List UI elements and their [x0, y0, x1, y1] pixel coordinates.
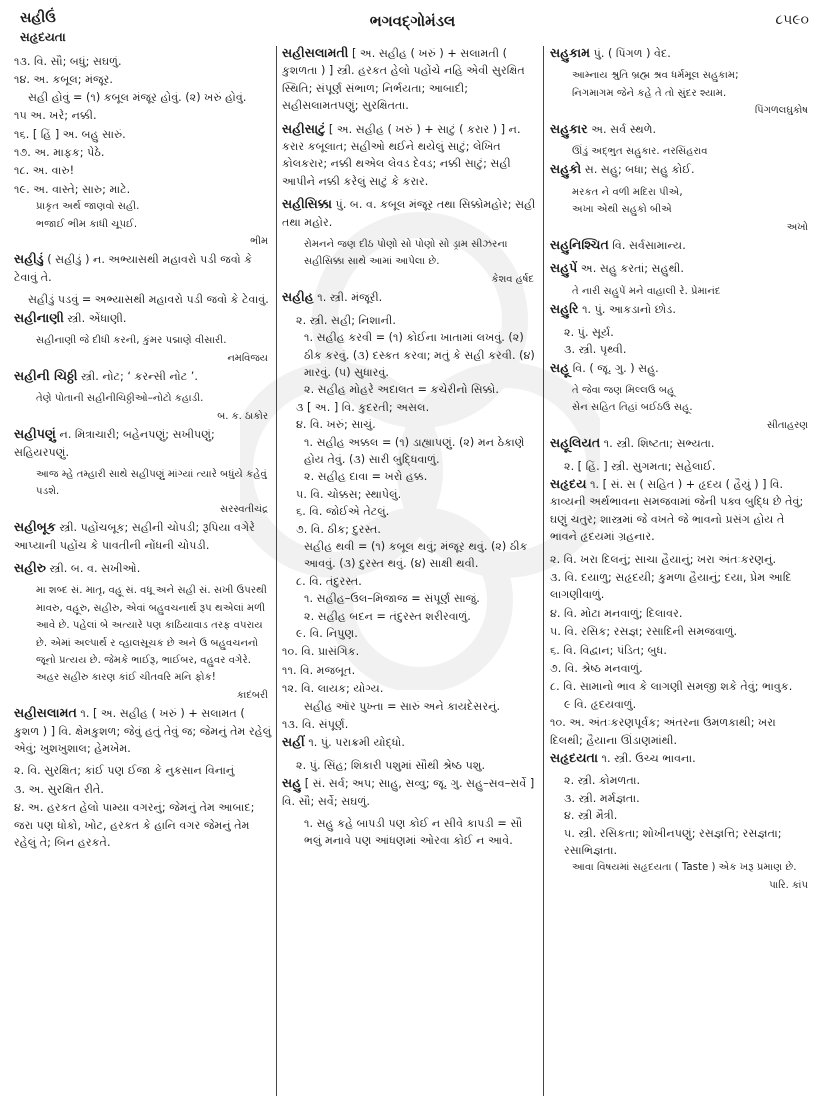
example-quote	[550, 85, 812, 102]
definition-text: ૧. સહીહ–ઉલ–મિજાજ = સંપૂર્ણ સાજું.	[304, 592, 480, 606]
citation-source	[550, 417, 812, 434]
sense-definition	[550, 660, 812, 677]
dictionary-entry	[14, 559, 272, 577]
definition-text: ૧. પું. આકડાનો છોડ.	[578, 303, 676, 317]
headword: સહુપેં	[550, 260, 578, 276]
definition-text: તે જેવા જણ મિલ્લઉ બહૂ	[572, 384, 675, 396]
dictionary-column-left	[14, 52, 272, 851]
definition-text: ૧. પું. પરાક્રમી યોદ્ધો.	[304, 736, 405, 750]
definition-text: સહીહ ઑર પુખ્તા = સારું અને કાયદેસરનું.	[304, 699, 501, 713]
example-quote	[14, 582, 272, 686]
definition-text: પું. ( પિંગળ ) વેદ.	[590, 47, 671, 60]
headword: સહીરુ	[14, 559, 46, 575]
dictionary-entry	[550, 434, 812, 452]
definition-text: ૧૧. વિ. મજબૂત.	[282, 663, 356, 677]
sense-definition	[14, 53, 272, 70]
definition-text: ૧. સ્ત્રી. મંજૂરી.	[313, 291, 383, 305]
sense-definition	[282, 416, 538, 433]
sense-definition	[282, 399, 538, 416]
sense-definition	[550, 324, 812, 341]
headword: સહુરિ	[550, 301, 579, 317]
definition-text: ભજાઈ ભીમ કાધી ચૂપઈ.	[36, 218, 138, 230]
definition-text: ૩. અ. સુરક્ષિત રીતે.	[14, 782, 104, 796]
dictionary-entry	[14, 309, 272, 327]
sense-definition	[282, 381, 538, 398]
headword: સહુકો	[550, 161, 582, 177]
definition-text: અ. સર્વ સ્થળે.	[587, 122, 657, 136]
headword: સહૃદયતા	[550, 750, 598, 766]
sense-definition	[282, 608, 538, 625]
definition-text: ૧૦. વિ. પ્રાસંગિક.	[282, 645, 360, 659]
citation-source	[14, 687, 272, 704]
definition-text: ૮. વિ. સામાનો ભાવ કે લાગણી સમજી શકે તેવું; ભાવુક.	[550, 680, 793, 694]
example-quote	[550, 201, 812, 218]
example-quote	[14, 332, 272, 349]
definition-text: બ. ક. ઠાકોર	[217, 410, 268, 422]
dictionary-entry	[14, 367, 272, 385]
definition-text: ઊંડું અદ્ભુત સહુકાર. નરસિંહરાવ	[572, 146, 708, 158]
headword: સહીપણું	[14, 426, 56, 442]
sense-definition	[550, 569, 812, 604]
definition-text: ૨. પું. સિંહ; શિકારી પશુમાં સૌથી શ્રેષ્ઠ પશુ.	[296, 758, 486, 772]
headword: સહુકાર	[550, 120, 588, 136]
definition-text: તેણે પોતાની સહીનીચિઠ્ઠીઓ–નોટો કહાડી.	[36, 393, 204, 405]
sense-definition	[550, 772, 812, 789]
sense-definition	[14, 291, 272, 308]
definition-text: સ્ત્રી. બ. વ. સખીઓ.	[46, 561, 141, 575]
definition-text: સહીડું પડવું = અભ્યાસથી મહાવરો પડી જવો કે ટેવાવું.	[28, 293, 269, 307]
definition-text: ૩. સ્ત્રી. પૃથ્વી.	[564, 343, 627, 357]
definition-text: કેશવ હર્ષદ	[491, 273, 534, 285]
definition-text: ૩ [ અ. ] વિ. કુદરતી; અસલ.	[296, 400, 430, 414]
definition-text: ૧. સ્ત્રી. શિષ્ટતા; સભ્યતા.	[600, 437, 715, 451]
dictionary-entry	[14, 250, 272, 286]
sense-definition	[282, 468, 538, 485]
headword: સહૃદય	[550, 475, 587, 491]
sense-definition	[282, 815, 538, 850]
citation-source	[14, 408, 272, 425]
sense-definition	[282, 643, 538, 660]
headword: સહુકામ	[550, 45, 591, 60]
definition-text: ૧. [ સં. સ ( સહિત ) + હૃદય ( હૈયું ) ] વિ. કાવ્યની અર્થભાવના સમજવામાં જેની પક્વ બુદ્ધિ છે તેવું; ઘણું ચતુર; શાસ્ત્રમાં જે વખતે જે ભાવનો પ્રસંગ હોય તે ભાવને હૃદયમાં ગ્રહનાર.	[550, 477, 804, 544]
definition-text: ૨. [ હિં. ] સ્ત્રી. સુગમતા; સહેલાઈ.	[564, 459, 716, 473]
definition-text: સ્ત્રી. પહોંચબૂક; સહીની ચોપડી; રૂપિયા વગેરે આપ્યાની પહોંચ કે પાવતીની નોંધની ચોપડી.	[14, 521, 255, 552]
sense-definition	[14, 89, 272, 106]
definition-text: સરસ્વતીચંદ્ર	[220, 503, 268, 515]
book-title: ભગવદ્ગોમંડલ	[369, 12, 456, 30]
sense-definition	[550, 714, 812, 749]
definition-text: ૧. [ અ. સહીહ ( ખરું ) + સલામત ( કુશળ ) ] વિ. ક્ષેમકુશળ; જેવું હતું તેવું જ; જેમનું તેમ રહેલું એવું; ખુશખુશાલ; હેમખેમ.	[14, 707, 272, 756]
definition-text: સ. સહુ; બધા; સહુ કોઈ.	[581, 163, 695, 177]
definition-text: અખો	[786, 221, 808, 233]
example-quote	[550, 859, 812, 876]
sense-definition	[282, 434, 538, 469]
sense-definition	[282, 329, 538, 381]
example-quote	[14, 216, 272, 233]
definition-text: ૧૮. અ. વારુ!	[14, 164, 75, 178]
definition-text: ૧. સહીહ અક્કલ = (૧) ડાહ્યાપણું. (૨) મન ઠેકાણે હોય તેવું. (૩) સારી બુદ્ધિવાળું.	[304, 435, 525, 466]
definition-text: ૯. વિ. નિપુણ.	[296, 627, 358, 640]
citation-source	[550, 219, 812, 236]
definition-text: સ્ત્રી. એંધાણી.	[63, 311, 127, 325]
definition-text: ૧૫ અ. ખરે; નક્કી.	[14, 109, 97, 123]
definition-text: ૧૬. [ હિં ] અ. બહુ સારું.	[14, 127, 126, 141]
sense-definition	[14, 781, 272, 798]
column-divider	[543, 46, 544, 1096]
dictionary-entry	[282, 288, 538, 306]
definition-text: ભીમ	[250, 236, 268, 248]
definition-text: ૪. વિ. ખરું; સાચું.	[296, 418, 376, 432]
dictionary-entry	[282, 195, 538, 231]
sense-definition	[550, 458, 812, 475]
sense-definition	[282, 590, 538, 607]
definition-text: ન. મિત્રાચારી; બહેનપણું; સખીપણું; સહિયરપણું.	[14, 428, 215, 459]
dictionary-entry	[550, 300, 812, 318]
headword: સહીડું	[14, 251, 44, 267]
definition-text: ૫. વિ. ચોક્કસ; સ્થાપેલું.	[296, 487, 402, 501]
definition-text: ૨. સહીહ દાવા = ખરો હક્ક.	[304, 470, 428, 484]
headword: સહૂ	[550, 359, 570, 375]
definition-text: ૪. સ્ત્રી મૈત્રી.	[564, 809, 618, 823]
definition-text: ૭. વિ. ઠીક; દુરસ્ત.	[296, 522, 381, 536]
sense-definition	[550, 825, 812, 860]
definition-text: ૨. સ્ત્રી. કોમળતા.	[564, 774, 641, 788]
definition-text: ૪. અ. હરકત હેલો પામ્યા વગરનું; જેમનું તેમ આબાદ; જરા પણ ધોકો, ખોટ, હરકત કે હાનિ વગર જેમનું તેમ રહેલું તે; બિન હરકતે.	[14, 801, 255, 850]
headword: સહૂલિયત	[550, 435, 601, 451]
headword: સહુ	[282, 775, 302, 791]
definition-text: મરકત ને વળી મદિરા પીએ,	[572, 186, 683, 198]
definition-text: ૧૯. અ. વાસ્તે; સારુ; માટે.	[14, 182, 131, 196]
sense-definition	[282, 486, 538, 503]
example-quote	[550, 382, 812, 399]
definition-text: ૧૦. અ. અંતઃકરણપૂર્વક; અંતરના ઉમળકાથી; ખરા દિલથી; હૈયાના ઊંડાણમાંથી.	[550, 716, 776, 747]
definition-text: પ્રાકૃત અર્થ જાણવો સહી.	[36, 201, 140, 213]
citation-source	[14, 233, 272, 250]
dictionary-entry	[282, 774, 538, 810]
headword: સહીહ	[282, 289, 314, 305]
citation-source	[14, 350, 272, 367]
sense-definition	[550, 623, 812, 640]
headword: સહીસિક્કા	[282, 196, 332, 212]
sense-definition	[550, 605, 812, 622]
dictionary-entry	[550, 259, 812, 277]
definition-text: ૧૨. વિ. લાયક; યોગ્ય.	[282, 682, 384, 696]
sense-definition	[550, 551, 812, 568]
definition-text: ૩. વિ. દયાળુ; સહૃદયી; કુમળા હૈયાનું; દયા, પ્રેમ આદિ લાગણીવાળું.	[550, 570, 792, 602]
sense-definition	[282, 698, 538, 715]
definition-text: ૭. વિ. શ્રેષ્ઠ મનવાળું.	[550, 662, 643, 675]
sense-definition	[550, 790, 812, 807]
sense-definition	[282, 521, 538, 538]
sense-definition	[14, 799, 272, 851]
dictionary-entry	[550, 120, 812, 138]
dictionary-entry	[14, 518, 272, 554]
guide-word-top: સહીઉં	[20, 10, 56, 26]
definition-text: આમ્નાય શ્રુતિ બ્રહ્મ શ્રવ ધર્મમૂલ સહુકામ;	[572, 70, 739, 82]
definition-text: ૬. વિ. વિદ્વાન; પંડિત; બુધ.	[550, 643, 667, 657]
definition-text: ૨. પું. સૂર્ય.	[564, 325, 614, 339]
column-divider	[276, 46, 277, 1096]
sense-definition	[282, 503, 538, 520]
headword: સહીસલામતી	[282, 45, 349, 60]
definition-text: વિ. ( જૂ. ગુ. ) સહુ.	[569, 361, 659, 375]
sense-definition	[14, 162, 272, 179]
headword: સહીસલામત	[14, 705, 77, 721]
sense-definition	[282, 757, 538, 774]
sense-definition	[550, 807, 812, 824]
dictionary-entry	[550, 44, 812, 62]
sense-definition	[282, 680, 538, 697]
example-quote	[550, 143, 812, 160]
definition-text: તે નારી સહુપેં મને વાહાલી રે. પ્રેમાનંદ	[572, 285, 721, 297]
sense-definition	[282, 573, 538, 590]
sense-definition	[14, 107, 272, 124]
guide-word-bottom: સહૃદયતા	[20, 30, 66, 44]
dictionary-column-middle	[282, 44, 538, 850]
sense-definition	[550, 678, 812, 695]
definition-text: સેન સહિત તિહાં બઈઠઉ સહૂ.	[572, 402, 693, 414]
dictionary-entry	[282, 733, 538, 751]
example-quote	[14, 198, 272, 215]
definition-text: ૧. સહુ કહે બાપડી પણ કોઈ ન સીવે કાપડી = સૌ ભલું મનાવે પણ આંધણમાં ઓરવા કોઈ ન આવે.	[304, 817, 523, 848]
sense-definition	[282, 662, 538, 679]
definition-text: પું. બ. વ. કબૂલ મંજૂર તથા સિક્કોમહોર; સહી તથા મહોર.	[282, 198, 536, 229]
definition-text: [ અ. સહીહ ( ખરું ) + સલામતી ( કુશળતા ) ] સ્ત્રી. હરકત હેલો પહોંચે નહિ એવી સુરક્ષિત સ્થિતિ; સંપૂર્ણ સંભાળ; નિર્ભયતા; આબાદી; સહીસલામતપણું; સુરક્ષિતતા.	[282, 47, 525, 113]
definition-text: ૨. સહીહ મોહરે અદાલત = કચેરીનો સિક્કો.	[304, 383, 499, 397]
definition-text: ૨. સ્ત્રી. સહી; નિશાની.	[296, 313, 396, 327]
dictionary-entry	[282, 120, 538, 191]
definition-text: રોમનને જણ દીઠ પોણો સો પોણો સો ડ્રામ સીઝરના સહીસિક્કા સાથે આમાં આપેલા છે.	[304, 239, 508, 268]
definition-text: ૬. વિ. જોઈએ તેટલું.	[296, 505, 390, 519]
definition-text: ૮. વિ. તંદુરસ્ત.	[296, 574, 362, 588]
example-quote	[550, 399, 812, 416]
definition-text: ૨. સહીહ બદન = તંદુરસ્ત શરીરવાળું.	[304, 609, 471, 623]
definition-text: ૨. વિ. ખરા દિલનું; સાચા હૈયાનું; ખરા અંતઃકરણનું.	[550, 552, 777, 566]
definition-text: કાદંબરી	[236, 689, 268, 701]
citation-source	[14, 501, 272, 518]
definition-text: વિ. સર્વસામાન્ય.	[608, 239, 686, 253]
sense-definition	[282, 312, 538, 329]
example-quote	[14, 466, 272, 501]
citation-source	[550, 877, 812, 894]
dictionary-column-right	[550, 44, 812, 894]
dictionary-entry	[14, 704, 272, 757]
definition-text: ૨. વિ. સુરક્ષિત; કાંઈ પણ ઈજા કે નુકસાન વિનાનું	[14, 764, 235, 778]
headword: સહીં	[282, 734, 305, 750]
definition-text: ૧૩. વિ. સંપૂર્ણ.	[282, 718, 349, 732]
definition-text: [ અ. સહીહ ( ખરું ) + સાટું ( કરાર ) ] ન. કરાર કબૂલાત; સહીઓ થઈને થયેલું સાટું; લેખિત કોલકરાર; નક્કી થએલ લેવડ દેવડ; નક્કી સાટું; સહી આપીને નક્કી કરેલું સાટું કે કરાર.	[282, 122, 521, 188]
definition-text: [ સં. સર્વ; અપ; સાહુ, સવ્વુ; જૂ. ગુ. સહુ–સવ–સર્વે ] વિ. સૌ; સર્વે; સઘળું.	[282, 777, 535, 808]
dictionary-entry	[550, 475, 812, 546]
definition-text: પારિ. કાંપ	[769, 879, 808, 891]
dictionary-entry	[14, 425, 272, 461]
definition-text: નમવિજય	[227, 352, 268, 364]
definition-text: ( સહીડું ) ન. અભ્યાસથી મહાવરો પડી જવો કે ટેવાવું તે.	[14, 253, 253, 284]
definition-text: ૯ વિ. હૃદયવાળું.	[564, 697, 637, 711]
definition-text: ૧૭. અ. માફક; પેઠે.	[14, 146, 105, 160]
example-quote	[550, 283, 812, 300]
headword: સહીની ચિઠ્ઠી	[14, 367, 78, 383]
sense-definition	[14, 762, 272, 779]
dictionary-entry	[550, 359, 812, 377]
citation-source	[282, 271, 538, 288]
definition-text: ૫. વિ. રસિક; રસજ્ઞ; રસાદિની સમજવાળું.	[550, 625, 738, 639]
definition-text: અખા એથી સહુકો બીએ	[572, 204, 672, 216]
definition-text: ૫. સ્ત્રી. રસિકતા; શોખીનપણું; રસજ્ઞત્તિ; રસજ્ઞતા; રસાભિજ્ઞતા.	[564, 826, 782, 858]
page-number: ૮૫૯૦	[775, 12, 809, 28]
sense-definition	[14, 126, 272, 143]
definition-text: આજ મ્હે તમ્હારી સાથે સહીપણું માંગ્યાં ત્યારે બધુંયે કહેવું પડશે.	[36, 468, 267, 498]
definition-text: ૧૩. વિ. સૌ; બધું; સઘળું.	[14, 55, 122, 68]
sense-definition	[282, 716, 538, 733]
definition-text: ૧૪. અ. કબૂલ; મંજૂર.	[14, 73, 113, 87]
dictionary-entry	[550, 160, 812, 178]
definition-text: અ. સહુ કરતાં; સહુથી.	[577, 262, 684, 276]
sense-definition	[550, 642, 812, 659]
citation-source	[550, 102, 812, 119]
definition-text: ૪. વિ. મોટા મનવાળું; દિલાવર.	[550, 606, 683, 620]
example-quote	[550, 67, 812, 84]
dictionary-entry	[550, 236, 812, 254]
sense-definition	[550, 696, 812, 713]
headword: સહીબૂક	[14, 519, 56, 535]
definition-text: સીતાહરણ	[766, 419, 808, 431]
sense-definition	[282, 625, 538, 642]
definition-text: નિગમાગમ જેને કહે તે તો સુંદર શ્યામ.	[572, 87, 727, 99]
sense-definition	[550, 341, 812, 358]
definition-text: સહીહ થવી = (૧) કબૂલ થવું; મંજૂર થવું. (૨) ઠીક આવવું. (૩) દુરસ્ત થવું. (૪) સાક્ષી થવી.	[304, 539, 528, 571]
headword: સહીનાણી	[14, 309, 64, 325]
definition-text: ૧. સ્ત્રી. ઉચ્ચ ભાવના.	[597, 752, 696, 766]
definition-text: સહીનાણી જે દીધી કરની, કુંમર પદ્માણે વીસારી.	[36, 335, 227, 347]
definition-text: પિંગળલઘુકોષ	[754, 105, 808, 117]
example-quote	[282, 236, 538, 271]
sense-definition	[14, 144, 272, 161]
sense-definition	[14, 181, 272, 198]
sense-definition	[14, 71, 272, 88]
definition-text: સહી હોવું = (૧) કબૂલ મંજૂર હોવું. (૨) ખરું હોવું.	[28, 90, 247, 104]
example-quote	[550, 184, 812, 201]
example-quote	[14, 390, 272, 407]
definition-text: આવા વિષયમાં સહૃદયતા ( Taste ) એક ખરૂ પ્રમાણ છે.	[572, 862, 797, 874]
dictionary-entry	[282, 44, 538, 115]
page-header	[0, 0, 825, 48]
headword: સહુનિશ્ચિત	[550, 237, 609, 253]
definition-text: મા શબ્દ સં. માતૃ, વહૂ સં. વધૂ અને સહી સં. સખી ઉપરથી માવરુ, વહૂરુ, સહીરુ, એવાં બહુવચનાર્થ રૂપ થએલાં મળી આવે છે. પહેલાં બે અત્યારે પણ કાઠિયાવાડ તરફ વપરાય છે. એમાં અલ્પાર્થ ર વ્હાલસૂચક છે અને ઉ બહુવચનનો જૂનો પ્રત્યય છે. જેમકે ભાઈરૂ, ભાઈબર, વહુવર વગેરે. અહર સહીરુ કારણ કાંઈ ચીતવરિ મનિ ફોક!	[36, 585, 267, 684]
definition-text: ૧. સહીહ કરવી = (૧) કોઈના ખાતામાં લખવું. (૨) ઠીક કરવું. (૩) દસ્કત કરવા; મતું કે સહી કરવી. (૪) મારવું. (૫) સુધારવું.	[304, 331, 535, 379]
dictionary-entry	[550, 749, 812, 767]
headword: સહીસાટું	[282, 120, 326, 136]
definition-text: સ્ત્રી. નોટ; ‘ કરન્સી નોટ ’.	[77, 369, 198, 383]
definition-text: ૩. સ્ત્રી. મર્મજ્ઞતા.	[564, 791, 640, 805]
sense-definition	[282, 538, 538, 573]
